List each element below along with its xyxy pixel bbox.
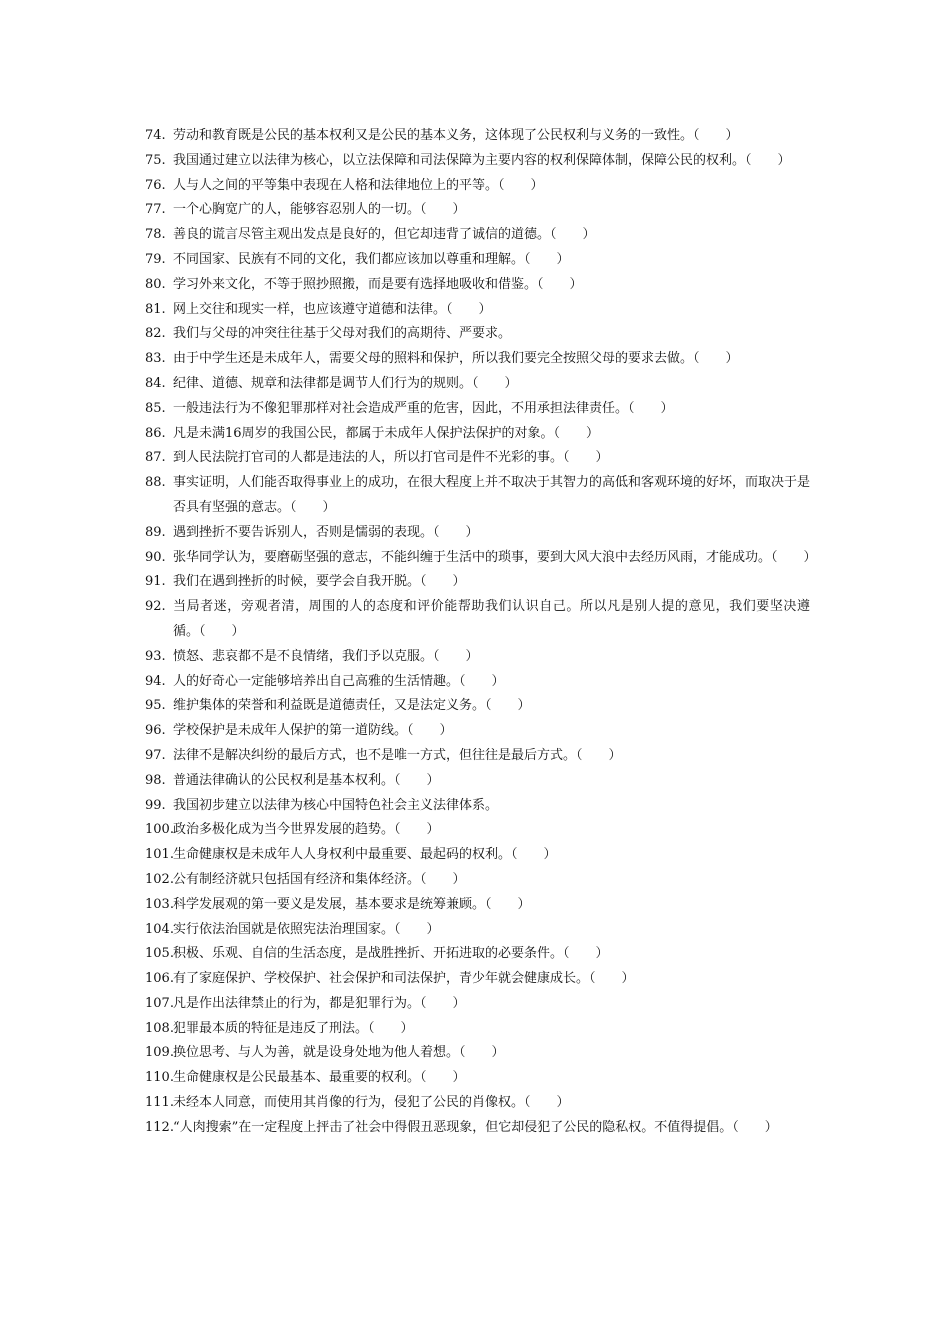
question-text: 凡是未满16周岁的我国公民，都属于未成年人保护法保护的对象。（ ） bbox=[173, 425, 600, 441]
question-item bbox=[145, 595, 810, 645]
question-item bbox=[145, 645, 810, 670]
question-text: 公有制经济就只包括国有经济和集体经济。（ ） bbox=[173, 871, 466, 887]
question-item bbox=[145, 1066, 810, 1091]
question-number: 84. bbox=[145, 375, 166, 391]
question-item bbox=[145, 918, 810, 943]
question-item bbox=[145, 694, 810, 719]
question-text: 劳动和教育既是公民的基本权利又是公民的基本义务，这体现了公民权利与义务的一致性。（ ） bbox=[173, 128, 739, 143]
question-item bbox=[145, 347, 810, 372]
question-item bbox=[145, 397, 810, 422]
question-text: 生命健康权是未成年人人身权利中最重要、最起码的权利。（ ） bbox=[173, 847, 557, 863]
question-number: 110. bbox=[145, 1070, 174, 1086]
question-item bbox=[145, 174, 810, 199]
question-item bbox=[145, 521, 810, 546]
question-text: 凡是作出法律禁止的行为，都是犯罪行为。（ ） bbox=[173, 995, 466, 1011]
question-number: 75. bbox=[145, 152, 166, 168]
question-text: 人与人之间的平等集中表现在人格和法律地位上的平等。（ ） bbox=[173, 177, 544, 193]
question-number: 87. bbox=[145, 450, 166, 466]
question-text: 我国初步建立以法律为核心中国特色社会主义法律体系。 bbox=[173, 797, 499, 813]
question-text: 有了家庭保护、学校保护、社会保护和司法保护，青少年就会健康成长。（ ） bbox=[173, 971, 635, 987]
question-number: 98. bbox=[145, 772, 166, 788]
question-number: 109. bbox=[145, 1045, 174, 1061]
question-number: 77. bbox=[145, 202, 166, 218]
question-text: 法律不是解决纠纷的最后方式，也不是唯一方式，但往往是最后方式。（ ） bbox=[173, 747, 622, 763]
question-item bbox=[145, 893, 810, 918]
question-text: 生命健康权是公民最基本、最重要的权利。（ ） bbox=[173, 1070, 466, 1086]
question-number: 76. bbox=[145, 177, 166, 193]
question-item bbox=[145, 1091, 810, 1116]
question-text: 事实证明，人们能否取得事业上的成功，在很大程度上并不取决于其智力的高低和客观环境的好坏，而取决于是否具有坚强的意志。（ ） bbox=[173, 475, 811, 515]
question-number: 78. bbox=[145, 227, 166, 243]
question-item bbox=[145, 719, 810, 744]
question-number: 101. bbox=[145, 847, 174, 863]
question-text: 张华同学认为，要磨砺坚强的意志，不能纠缠于生活中的琐事，要到大风大浪中去经历风雨，才能成功。（ ） bbox=[173, 549, 817, 565]
question-text: 到人民法院打官司的人都是违法的人，所以打官司是件不光彩的事。（ ） bbox=[173, 450, 609, 466]
question-list bbox=[145, 124, 817, 1141]
question-number: 108. bbox=[145, 1020, 174, 1036]
question-text: 维护集体的荣誉和利益既是道德责任，又是法定义务。（ ） bbox=[173, 698, 531, 714]
question-text: 人的好奇心一定能够培养出自己高雅的生活情趣。（ ） bbox=[173, 673, 505, 689]
question-number: 93. bbox=[145, 648, 166, 664]
question-item bbox=[145, 273, 810, 298]
question-number: 85. bbox=[145, 400, 166, 416]
question-number: 112. bbox=[145, 1119, 174, 1135]
question-number: 106. bbox=[145, 971, 174, 987]
question-number: 83. bbox=[145, 351, 166, 367]
question-number: 99. bbox=[145, 797, 166, 813]
question-item bbox=[145, 298, 810, 323]
question-item bbox=[145, 769, 810, 794]
question-number: 92. bbox=[145, 599, 166, 615]
question-number: 97. bbox=[145, 747, 166, 763]
question-text: 犯罪最本质的特征是违反了刑法。（ ） bbox=[173, 1020, 414, 1036]
question-item bbox=[145, 843, 810, 868]
question-text: 遇到挫折不要告诉别人，否则是懦弱的表现。（ ） bbox=[173, 524, 479, 540]
question-text: 不同国家、民族有不同的文化，我们都应该加以尊重和理解。（ ） bbox=[173, 251, 570, 267]
question-item bbox=[145, 744, 810, 769]
question-item bbox=[145, 670, 810, 695]
question-item bbox=[145, 570, 810, 595]
question-number: 95. bbox=[145, 698, 166, 714]
question-item bbox=[145, 794, 810, 819]
question-number: 86. bbox=[145, 425, 166, 441]
question-item bbox=[145, 149, 810, 174]
question-number: 111. bbox=[145, 1095, 174, 1111]
question-text: 愤怒、悲哀都不是不良情绪，我们予以克服。（ ） bbox=[173, 648, 479, 664]
question-item bbox=[145, 992, 810, 1017]
question-text: 一般违法行为不像犯罪那样对社会造成严重的危害，因此，不用承担法律责任。（ ） bbox=[173, 400, 674, 416]
question-text: 我们在遇到挫折的时候，要学会自我开脱。（ ） bbox=[173, 574, 466, 590]
question-number: 94. bbox=[145, 673, 166, 689]
question-item bbox=[145, 942, 810, 967]
question-number: 102. bbox=[145, 871, 174, 887]
question-item bbox=[145, 868, 810, 893]
question-number: 79. bbox=[145, 251, 166, 267]
question-item bbox=[145, 1041, 810, 1066]
question-number: 107. bbox=[145, 995, 174, 1011]
question-item bbox=[145, 818, 810, 843]
question-item bbox=[145, 1017, 810, 1042]
question-text: 积极、乐观、自信的生活态度，是战胜挫折、开拓进取的必要条件。（ ） bbox=[173, 946, 609, 962]
question-number: 90. bbox=[145, 549, 166, 565]
question-item bbox=[145, 124, 810, 149]
question-number: 91. bbox=[145, 574, 166, 590]
question-number: 80. bbox=[145, 276, 166, 292]
question-number: 100. bbox=[145, 822, 174, 838]
question-item bbox=[145, 248, 810, 273]
question-item bbox=[145, 223, 810, 248]
question-item bbox=[145, 322, 810, 347]
question-text: 普通法律确认的公民权利是基本权利。（ ） bbox=[173, 772, 440, 788]
question-text: 我国通过建立以法律为核心，以立法保障和司法保障为主要内容的权利保障体制，保障公民的权利。（ ） bbox=[173, 152, 791, 168]
question-text: 实行依法治国就是依照宪法治理国家。（ ） bbox=[173, 921, 440, 937]
question-text: 由于中学生还是未成年人，需要父母的照料和保护，所以我们要完全按照父母的要求去做。（ ） bbox=[173, 351, 739, 367]
question-text: “人肉搜索”在一定程度上抨击了社会中得假丑恶现象，但它却侵犯了公民的隐私权。不值得提倡。（ ） bbox=[173, 1119, 778, 1135]
question-item bbox=[145, 446, 810, 471]
question-text: 善良的谎言尽管主观出发点是良好的，但它却违背了诚信的道德。（ ） bbox=[173, 227, 596, 243]
question-number: 104. bbox=[145, 921, 174, 937]
question-number: 81. bbox=[145, 301, 166, 317]
question-number: 105. bbox=[145, 946, 174, 962]
question-item bbox=[145, 372, 810, 397]
question-item bbox=[145, 422, 810, 447]
question-text: 政治多极化成为当今世界发展的趋势。（ ） bbox=[173, 822, 440, 838]
question-text: 一个心胸宽广的人，能够容忍别人的一切。（ ） bbox=[173, 202, 466, 218]
question-text: 学校保护是未成年人保护的第一道防线。（ ） bbox=[173, 723, 453, 739]
question-item bbox=[145, 967, 810, 992]
question-number: 88. bbox=[145, 475, 166, 491]
question-text: 网上交往和现实一样，也应该遵守道德和法律。（ ） bbox=[173, 301, 492, 317]
question-text: 换位思考、与人为善，就是设身处地为他人着想。（ ） bbox=[173, 1045, 505, 1061]
question-text: 纪律、道德、规章和法律都是调节人们行为的规则。（ ） bbox=[173, 375, 518, 391]
question-item bbox=[145, 198, 810, 223]
question-item bbox=[145, 546, 817, 571]
question-number: 74. bbox=[145, 128, 166, 143]
question-text: 当局者迷，旁观者清，周围的人的态度和评价能帮助我们认识自己。所以凡是别人提的意见，我们要坚决遵循。（ ） bbox=[173, 599, 810, 639]
question-text: 未经本人同意，而使用其肖像的行为，侵犯了公民的肖像权。（ ） bbox=[173, 1095, 570, 1111]
question-text: 科学发展观的第一要义是发展，基本要求是统筹兼顾。（ ） bbox=[173, 896, 531, 912]
question-number: 96. bbox=[145, 723, 166, 739]
question-text: 我们与父母的冲突往往基于父母对我们的高期待、严要求。 bbox=[173, 326, 512, 342]
question-number: 82. bbox=[145, 326, 166, 342]
question-item bbox=[145, 471, 810, 521]
question-number: 89. bbox=[145, 524, 166, 540]
question-item bbox=[145, 1116, 810, 1141]
question-number: 103. bbox=[145, 896, 174, 912]
question-text: 学习外来文化，不等于照抄照搬，而是要有选择地吸收和借鉴。（ ） bbox=[173, 276, 583, 292]
